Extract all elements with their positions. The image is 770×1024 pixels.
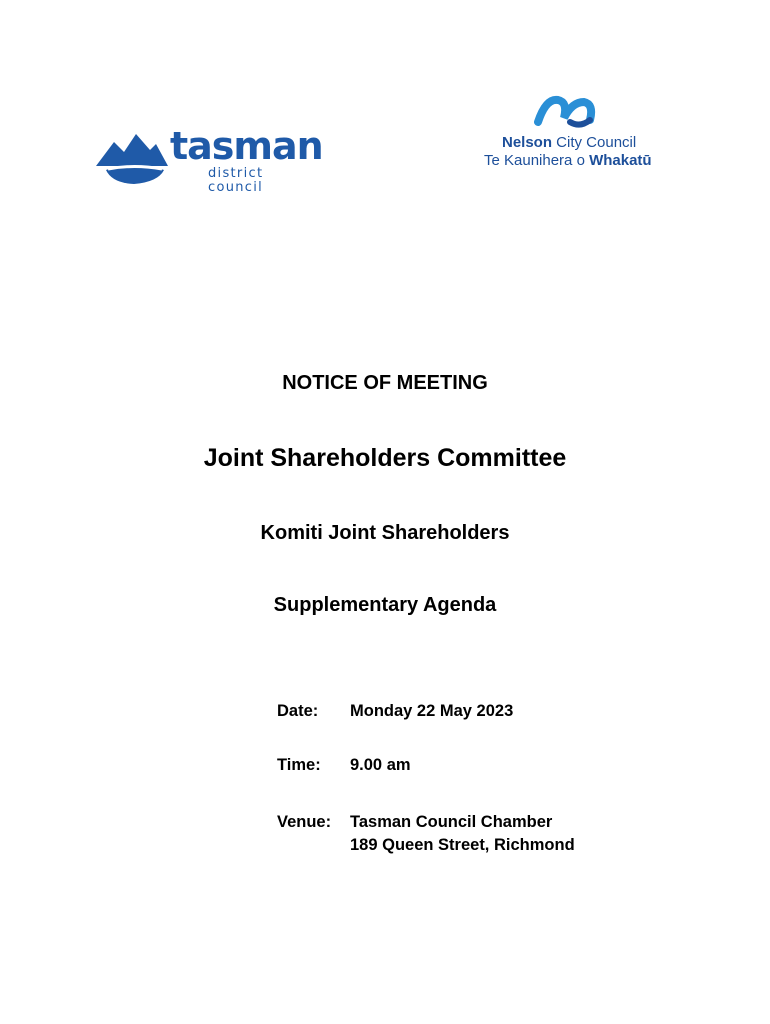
nelson-line1: Nelson City Council: [502, 134, 637, 151]
nelson-line2: Te Kaunihera o Whakatū: [484, 152, 652, 169]
date-row: [277, 702, 513, 721]
time-value: 9.00 am: [350, 756, 411, 774]
venue-line1: Tasman Council Chamber: [350, 813, 553, 831]
tasman-subtitle: district council: [208, 166, 264, 195]
nelson-n-icon: [534, 92, 614, 132]
nelson-logo: [482, 92, 672, 172]
time-label: Time:: [277, 756, 321, 774]
agenda-type: Supplementary Agenda: [273, 594, 497, 616]
time-row: [277, 756, 411, 775]
date-label: Date:: [277, 702, 319, 720]
committee-maori-title: Komiti Joint Shareholders: [260, 522, 510, 544]
venue-label: Venue:: [277, 813, 332, 831]
tasman-wordmark: tasman: [170, 124, 323, 168]
tasman-logo: [94, 124, 323, 195]
venue-line2: 189 Queen Street, Richmond: [350, 836, 575, 854]
tasman-mountain-icon: [94, 128, 170, 186]
date-value: Monday 22 May 2023: [350, 702, 514, 720]
venue-value: [350, 811, 575, 857]
notice-heading: NOTICE OF MEETING: [282, 372, 488, 394]
committee-title: Joint Shareholders Committee: [203, 444, 567, 472]
venue-row: [277, 811, 575, 857]
